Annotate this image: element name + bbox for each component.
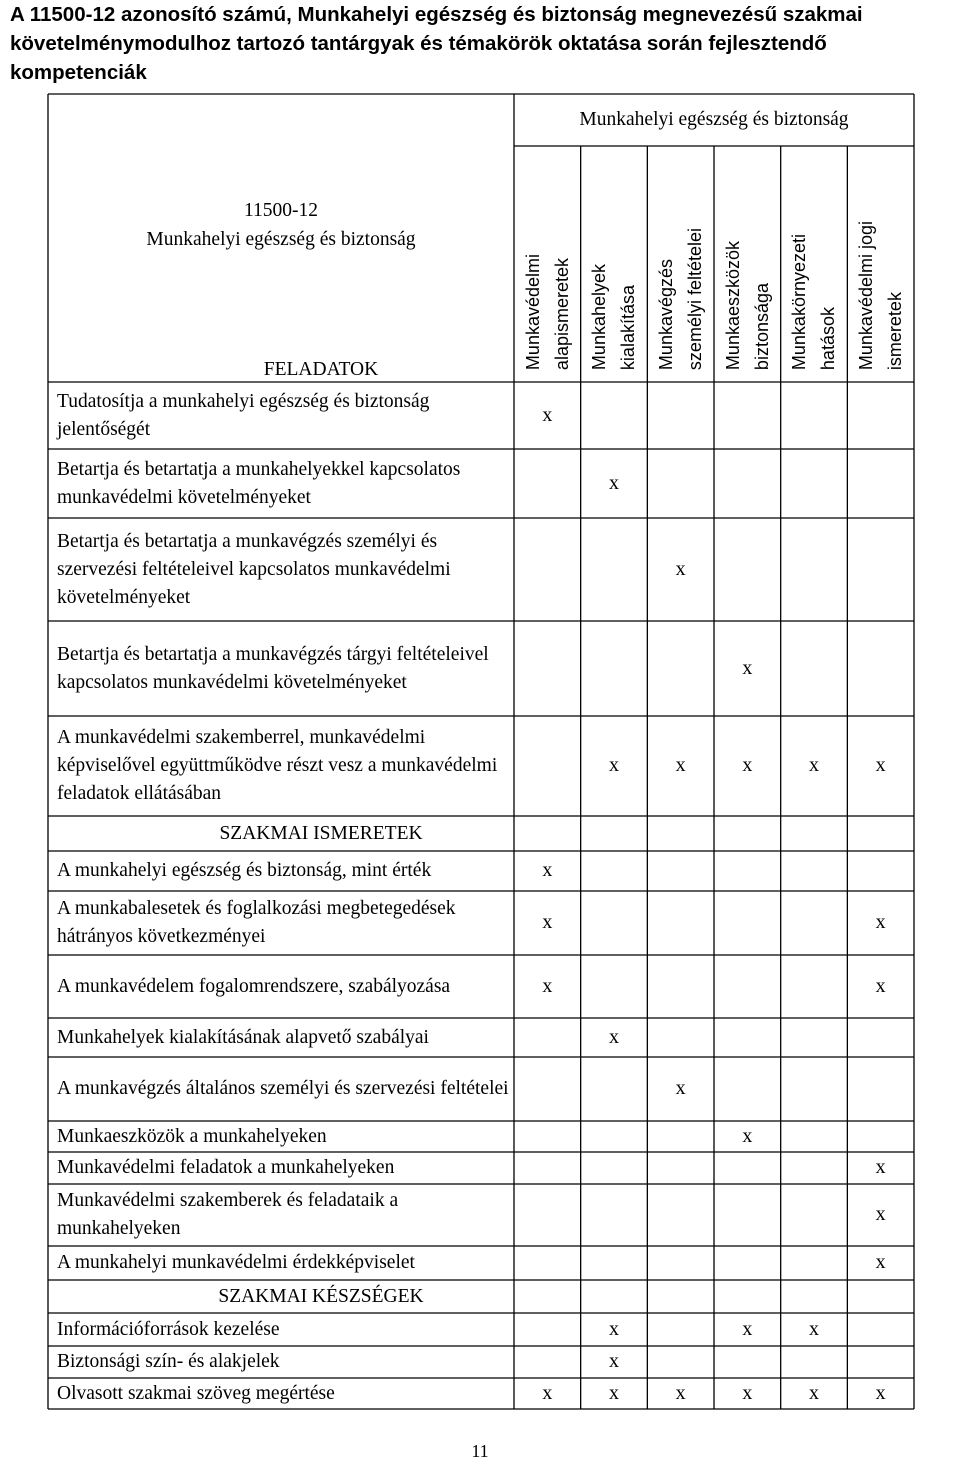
section-title: SZAKMAI KÉSZSÉGEK — [218, 1286, 424, 1307]
check-mark: x — [809, 1317, 819, 1340]
check-mark: x — [875, 1251, 886, 1273]
check-mark: x — [609, 1350, 619, 1372]
check-mark: x — [675, 1381, 686, 1404]
check-mark: x — [609, 1381, 619, 1404]
table-row-label: Munkavédelmi feladatok a munkahelyeken — [57, 1157, 395, 1178]
subject-header: Munkahelyi egészség és biztonság — [579, 109, 849, 130]
column-header-label: Munkahelyek kialakítása — [589, 263, 639, 370]
check-mark: x — [542, 1381, 553, 1404]
check-mark: x — [609, 471, 619, 494]
check-mark: x — [875, 1381, 886, 1404]
table-row-label: A munkahelyi munkavédelmi érdekképviselet — [57, 1252, 415, 1273]
column-header-label: Munkaeszközök biztonsága — [722, 240, 772, 370]
column-header-label: Munkavégzés személyi feltételei — [655, 227, 705, 370]
column-header-5 — [781, 148, 847, 374]
module-name: Munkahelyi egészség és biztonság — [146, 229, 416, 250]
check-mark: x — [875, 1203, 886, 1225]
table-row-label: Betartja és betartatja a munkavégzés tárgyi feltételeivel kapcsolatos munkavédelmi követelményeket — [57, 643, 489, 693]
table-row-label: Munkahelyek kialakításának alapvető szabályai — [57, 1026, 429, 1048]
check-mark: x — [809, 754, 819, 776]
check-mark: x — [542, 859, 553, 881]
column-header-1 — [515, 148, 581, 374]
table-row-label: Munkaeszközök a munkahelyeken — [57, 1125, 327, 1147]
check-mark: x — [609, 1025, 619, 1048]
table-row-label: Olvasott szakmai szöveg megértése — [57, 1382, 335, 1404]
column-header-3 — [648, 148, 714, 374]
check-mark: x — [742, 1124, 753, 1147]
check-mark: x — [875, 1156, 886, 1178]
table-row-label: A munkavédelem fogalomrendszere, szabályozása — [57, 975, 451, 997]
check-mark: x — [675, 1077, 686, 1099]
column-header-label: Munkavédelmi jogi ismeretek — [855, 220, 905, 370]
page-number: 11 — [471, 1441, 489, 1461]
column-header-label: Munkakörnyezeti hatások — [789, 233, 839, 370]
column-header-label: Munkavédelmi alapismeretek — [522, 253, 572, 370]
check-mark: x — [809, 1381, 819, 1404]
column-header-2 — [581, 148, 647, 374]
table-row-label: Biztonsági szín- és alakjelek — [57, 1351, 280, 1372]
table-row-label: Információforrások kezelése — [57, 1318, 280, 1340]
check-mark: x — [675, 754, 686, 776]
check-mark: x — [742, 754, 753, 776]
table-row-label: A munkavédelmi szakemberrel, munkavédelmi képviselővel együttműködve részt vesz a munkavédelmi feladatok ellátásában — [57, 727, 498, 804]
check-mark: x — [742, 656, 753, 679]
check-mark: x — [542, 974, 553, 997]
module-code: 11500-12 — [243, 200, 319, 221]
table-row-label: Betartja és betartatja a munkahelyekkel kapcsolatos munkavédelmi követelményeket — [57, 458, 461, 508]
check-mark: x — [609, 754, 619, 776]
check-mark: x — [875, 754, 886, 776]
check-mark: x — [875, 911, 886, 933]
document-heading: A 11500-12 azonosító számú, Munkahelyi egészség és biztonság megnevezésű szakmai követelménymodulhoz tartozó tantárgyak és témakörök oktatása során fejlesztendő kompetenciák — [10, 3, 863, 84]
check-mark: x — [742, 1317, 753, 1340]
table-row-label: A munkahelyi egészség és biztonság, mint érték — [57, 860, 432, 881]
section-title: SZAKMAI ISMERETEK — [219, 823, 423, 844]
check-mark: x — [675, 557, 686, 580]
table-row-label: Betartja és betartatja a munkavégzés személyi és szervezési feltételeivel kapcsolatos munkavédelmi követelményeket — [57, 530, 451, 608]
check-mark: x — [742, 1381, 753, 1404]
check-mark: x — [542, 403, 553, 426]
table-row-label: A munkavégzés általános személyi és szervezési feltételei — [57, 1078, 509, 1099]
check-mark: x — [875, 974, 886, 997]
table-row-label: Munkavédelmi szakemberek és feladataik a munkahelyeken — [57, 1190, 399, 1239]
table-row-label: Tudatosítja a munkahelyi egészség és biztonság jelentőségét — [57, 390, 430, 440]
check-mark: x — [609, 1317, 619, 1340]
column-header-6 — [848, 148, 914, 374]
section-title: FELADATOK — [263, 359, 379, 380]
table-row-label: A munkabalesetek és foglalkozási megbetegedések hátrányos következményei — [57, 898, 456, 947]
column-header-4 — [715, 148, 781, 374]
check-mark: x — [542, 911, 553, 933]
